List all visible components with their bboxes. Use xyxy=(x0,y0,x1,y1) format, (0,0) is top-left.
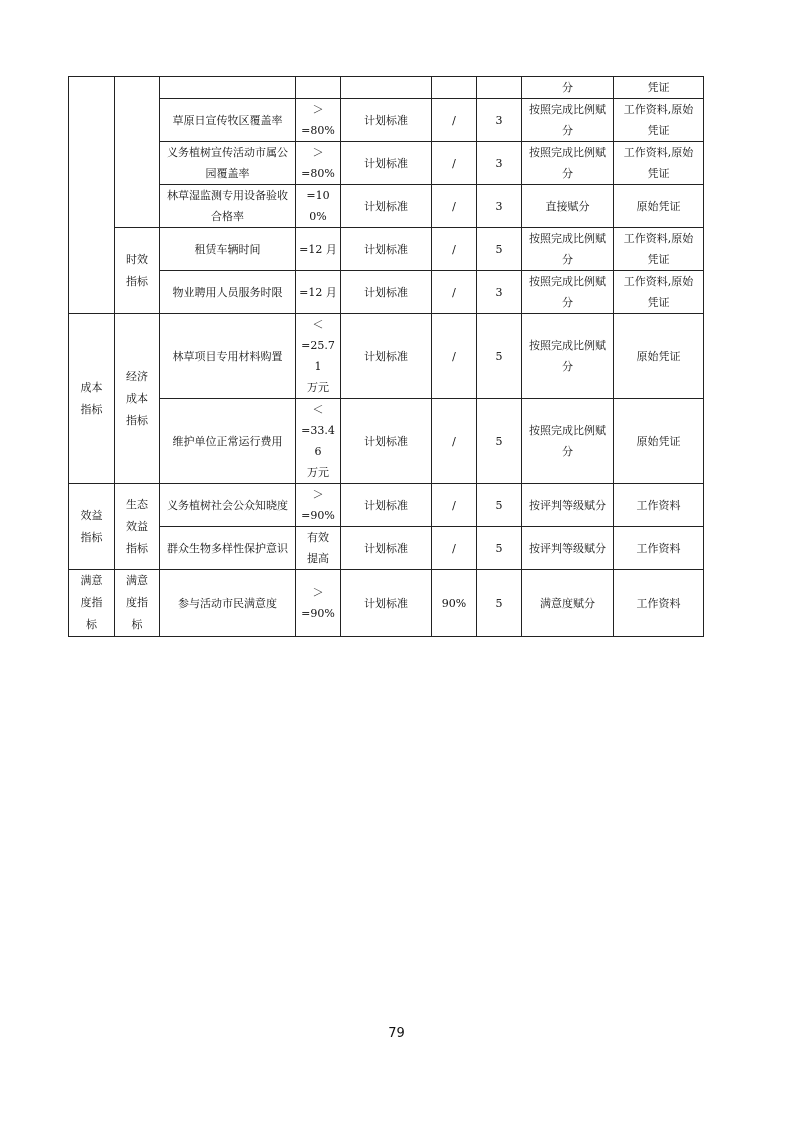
weight-cell: / xyxy=(432,527,477,570)
indicator-name-cell: 参与活动市民满意度 xyxy=(160,570,296,637)
evidence-source-cell: 原始凭证 xyxy=(614,399,704,484)
standard-basis-cell: 计划标准 xyxy=(341,99,432,142)
indicator-name-cell: 义务植树社会公众知晓度 xyxy=(160,484,296,527)
scoring-method-cell: 按照完成比例赋 分 xyxy=(522,314,614,399)
performance-indicator-table xyxy=(68,76,704,637)
score-cell: 3 xyxy=(477,185,522,228)
target-value-cell: ＞ =80% xyxy=(296,142,341,185)
standard-basis-cell: 计划标准 xyxy=(341,527,432,570)
evidence-source-cell: 工作资料 xyxy=(614,570,704,637)
indicator-name-cell xyxy=(160,77,296,99)
evidence-source-cell: 凭证 xyxy=(614,77,704,99)
score-cell: 5 xyxy=(477,228,522,271)
weight-cell xyxy=(432,77,477,99)
table-row xyxy=(69,228,704,271)
target-value-cell: ＜ =33.46 万元 xyxy=(296,399,341,484)
indicator-name-cell: 林草湿监测专用设备验收 合格率 xyxy=(160,185,296,228)
table-row xyxy=(69,314,704,399)
evidence-source-cell: 工作资料,原始 凭证 xyxy=(614,228,704,271)
level1-indicator-cell xyxy=(69,77,115,314)
standard-basis-cell: 计划标准 xyxy=(341,314,432,399)
score-cell: 5 xyxy=(477,399,522,484)
level2-indicator-cell: 生态 效益 指标 xyxy=(115,484,160,570)
indicator-name-cell: 维护单位正常运行费用 xyxy=(160,399,296,484)
table-row xyxy=(69,99,704,142)
table-row xyxy=(69,399,704,484)
score-cell: 5 xyxy=(477,527,522,570)
table-row xyxy=(69,484,704,527)
indicator-name-cell: 义务植树宣传活动市属公 园覆盖率 xyxy=(160,142,296,185)
target-value-cell: =12 月 xyxy=(296,271,341,314)
weight-cell: / xyxy=(432,99,477,142)
standard-basis-cell: 计划标准 xyxy=(341,185,432,228)
standard-basis-cell: 计划标准 xyxy=(341,142,432,185)
table-row xyxy=(69,570,704,637)
score-cell: 5 xyxy=(477,570,522,637)
standard-basis-cell: 计划标准 xyxy=(341,484,432,527)
weight-cell: / xyxy=(432,314,477,399)
target-value-cell: ＜ =25.71 万元 xyxy=(296,314,341,399)
level1-indicator-cell: 效益 指标 xyxy=(69,484,115,570)
table-row xyxy=(69,185,704,228)
scoring-method-cell: 分 xyxy=(522,77,614,99)
weight-cell: / xyxy=(432,185,477,228)
level2-indicator-cell: 经济 成本 指标 xyxy=(115,314,160,484)
standard-basis-cell: 计划标准 xyxy=(341,570,432,637)
level2-indicator-cell xyxy=(115,77,160,228)
standard-basis-cell: 计划标准 xyxy=(341,271,432,314)
table-row xyxy=(69,527,704,570)
table-row xyxy=(69,77,704,99)
indicator-name-cell: 租赁车辆时间 xyxy=(160,228,296,271)
indicator-name-cell: 物业聘用人员服务时限 xyxy=(160,271,296,314)
score-cell: 3 xyxy=(477,99,522,142)
standard-basis-cell xyxy=(341,77,432,99)
scoring-method-cell: 按评判等级赋分 xyxy=(522,484,614,527)
target-value-cell: ＞ =90% xyxy=(296,570,341,637)
level1-indicator-cell: 满意 度指 标 xyxy=(69,570,115,637)
indicator-name-cell: 草原日宣传牧区覆盖率 xyxy=(160,99,296,142)
weight-cell: / xyxy=(432,399,477,484)
weight-cell: / xyxy=(432,484,477,527)
scoring-method-cell: 按照完成比例赋 分 xyxy=(522,399,614,484)
evidence-source-cell: 工作资料,原始 凭证 xyxy=(614,271,704,314)
weight-cell: 90% xyxy=(432,570,477,637)
score-cell: 3 xyxy=(477,142,522,185)
level2-indicator-cell: 满意 度指 标 xyxy=(115,570,160,637)
target-value-cell: =12 月 xyxy=(296,228,341,271)
weight-cell: / xyxy=(432,142,477,185)
evidence-source-cell: 工作资料 xyxy=(614,527,704,570)
target-value-cell: =100% xyxy=(296,185,341,228)
scoring-method-cell: 按照完成比例赋 分 xyxy=(522,271,614,314)
evidence-source-cell: 工作资料,原始 凭证 xyxy=(614,142,704,185)
evidence-source-cell: 工作资料 xyxy=(614,484,704,527)
evidence-source-cell: 原始凭证 xyxy=(614,314,704,399)
scoring-method-cell: 直接赋分 xyxy=(522,185,614,228)
scoring-method-cell: 满意度赋分 xyxy=(522,570,614,637)
weight-cell: / xyxy=(432,228,477,271)
weight-cell: / xyxy=(432,271,477,314)
scoring-method-cell: 按照完成比例赋 分 xyxy=(522,142,614,185)
score-cell: 5 xyxy=(477,484,522,527)
level2-indicator-cell: 时效 指标 xyxy=(115,228,160,314)
indicator-name-cell: 群众生物多样性保护意识 xyxy=(160,527,296,570)
table-row xyxy=(69,271,704,314)
page-number: 79 xyxy=(388,1026,405,1041)
standard-basis-cell: 计划标准 xyxy=(341,399,432,484)
score-cell: 5 xyxy=(477,314,522,399)
target-value-cell xyxy=(296,77,341,99)
target-value-cell: ＞ =90% xyxy=(296,484,341,527)
score-cell xyxy=(477,77,522,99)
scoring-method-cell: 按照完成比例赋 分 xyxy=(522,228,614,271)
evidence-source-cell: 原始凭证 xyxy=(614,185,704,228)
standard-basis-cell: 计划标准 xyxy=(341,228,432,271)
level1-indicator-cell: 成本 指标 xyxy=(69,314,115,484)
target-value-cell: 有效 提高 xyxy=(296,527,341,570)
target-value-cell: ＞ =80% xyxy=(296,99,341,142)
table-row xyxy=(69,142,704,185)
indicator-name-cell: 林草项目专用材料购置 xyxy=(160,314,296,399)
evidence-source-cell: 工作资料,原始 凭证 xyxy=(614,99,704,142)
scoring-method-cell: 按评判等级赋分 xyxy=(522,527,614,570)
score-cell: 3 xyxy=(477,271,522,314)
table-body xyxy=(69,77,704,637)
scoring-method-cell: 按照完成比例赋 分 xyxy=(522,99,614,142)
